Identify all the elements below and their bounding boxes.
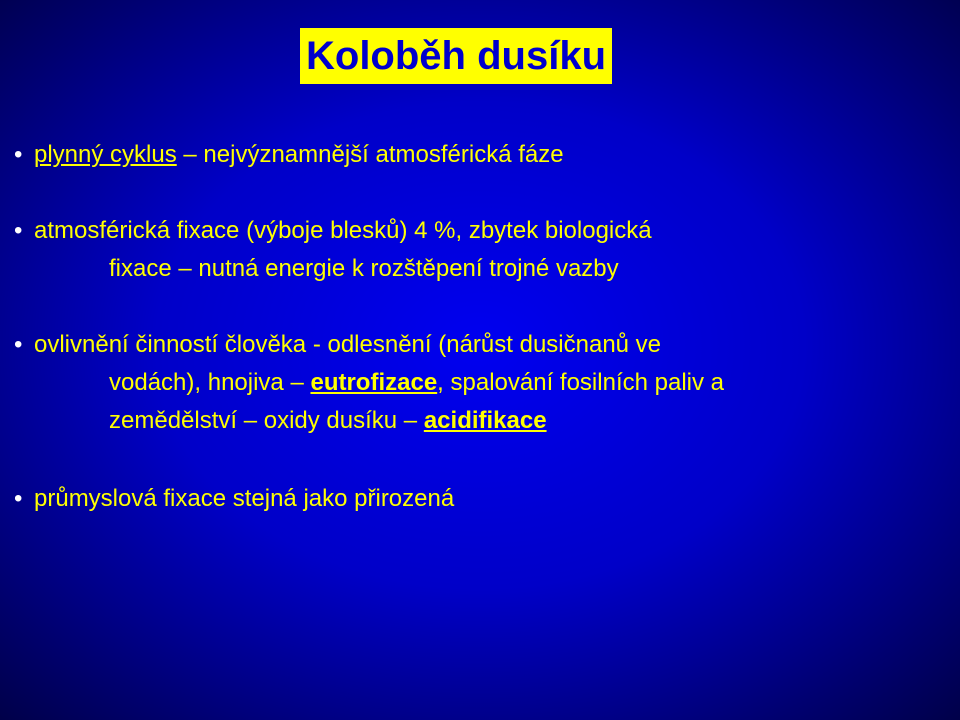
bullet-icon: •: [14, 485, 23, 512]
bullet-3-line-2-rest: , spalování fosilních paliv a: [437, 369, 724, 396]
bullet-item-4: [14, 480, 454, 518]
bullet-icon: •: [14, 217, 23, 244]
bullet-item-2: [14, 212, 652, 250]
slide-title: Koloběh dusíku: [300, 28, 612, 84]
bullet-item-3: [14, 326, 661, 364]
bullet-3-line-3: [109, 402, 547, 440]
term-acidifikace: acidifikace: [423, 407, 547, 434]
bullet-1-highlight: plynný cyklus: [34, 141, 177, 168]
bullet-3-line-3-text: zemědělství – oxidy dusíku –: [109, 407, 424, 434]
bullet-2-line-1: atmosférická fixace (výboje blesků) 4 %, zbytek biologická: [34, 217, 652, 244]
bullet-4-line-1: průmyslová fixace stejná jako přirozená: [34, 485, 455, 512]
bullet-2-line-2: fixace – nutná energie k rozštěpení trojné vazby: [109, 255, 619, 282]
bullet-3-line-1: ovlivnění činností člověka - odlesnění (nárůst dusičnanů ve: [34, 331, 662, 358]
bullet-1-text: – nejvýznamnější atmosférická fáze: [176, 141, 564, 168]
bullet-3-line-2: [109, 364, 724, 402]
term-eutrofizace: eutrofizace: [310, 369, 438, 396]
bullet-icon: •: [14, 141, 23, 168]
bullet-icon: •: [14, 331, 23, 358]
bullet-item-1: [14, 136, 564, 174]
bullet-3-line-2-text: vodách), hnojiva –: [109, 369, 311, 396]
